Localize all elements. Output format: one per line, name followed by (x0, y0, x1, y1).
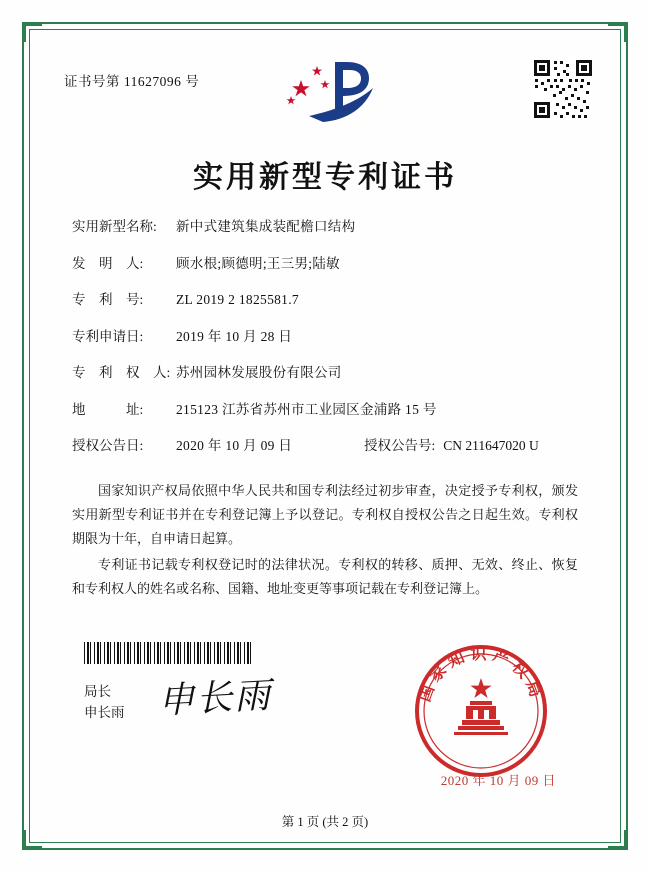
svg-text:国家知识产权局: 国家知识产权局 (416, 646, 546, 705)
field-label: 专利申请日: (72, 328, 144, 344)
field-inventors (72, 255, 580, 273)
field-label: 发 明 人: (72, 255, 144, 271)
director-name: 申长雨 (84, 704, 125, 720)
certificate-header (48, 46, 602, 138)
field-value: 新中式建筑集成装配檐口结构 (176, 219, 356, 234)
legal-text (48, 479, 602, 601)
field-utility-model-name (72, 218, 580, 236)
corner-ornament-top-left (22, 22, 42, 42)
field-value: 苏州园林发展股份有限公司 (176, 365, 342, 381)
cnipa-logo-icon (265, 52, 385, 132)
seal-date: 2020 年 10 月 09 日 (440, 773, 556, 788)
field-application-date (72, 328, 580, 346)
qr-code (532, 58, 594, 120)
field-label: 地 址: (72, 401, 144, 417)
field-value: 215123 江苏省苏州市工业园区金浦路 15 号 (176, 401, 437, 417)
field-label: 专 利 权 人: (72, 365, 171, 381)
page-number: 第 1 页 (共 2 页) (281, 815, 369, 829)
field-label-grant-date: 授权公告日: (72, 438, 144, 454)
corner-ornament-bottom-right (608, 830, 628, 850)
director-title: 局长 (84, 684, 111, 699)
handwritten-signature: 申长雨 (157, 675, 274, 721)
field-label: 实用新型名称: (72, 219, 157, 234)
field-label: 专 利 号: (72, 292, 144, 308)
corner-ornament-bottom-left (22, 830, 42, 850)
official-seal (412, 642, 550, 780)
legal-paragraph-2: 专利证书记载专利权登记时的法律状况。专利权的转移、质押、无效、终止、恢复和专利权人的姓名或名称、国籍、地址变更等事项记载在专利登记簿上。 (72, 556, 578, 597)
certificate-content (48, 46, 602, 832)
field-value-grant-number: CN 211647020 U (443, 438, 539, 454)
director-signature-block (84, 682, 125, 724)
field-patentee (72, 364, 580, 382)
page-title: 实用新型专利证书 (193, 161, 457, 194)
field-grant-announcement (72, 437, 580, 455)
field-label-grant-number: 授权公告号: (364, 438, 436, 454)
legal-paragraph-1: 国家知识产权局依照中华人民共和国专利法经过初步审查，决定授予专利权，颁发实用新型专利证书并在专利登记簿上予以登记。专利权自授权公告之日起生效。专利权期限为十年，自申请日起算。 (72, 482, 578, 546)
field-value: ZL 2019 2 1825581.7 (176, 292, 299, 308)
field-value: 2019 年 10 月 28 日 (176, 328, 293, 344)
corner-ornament-top-right (608, 22, 628, 42)
fields-list (48, 218, 602, 455)
field-address (72, 401, 580, 419)
barcode (84, 642, 254, 664)
field-value-grant-date: 2020 年 10 月 09 日 (176, 438, 293, 454)
certificate-number: 证书号第 11627096 号 (64, 74, 200, 89)
certificate-footer (48, 632, 602, 832)
field-value: 顾水根;顾德明;王三男;陆敏 (176, 255, 340, 271)
field-patent-number (72, 291, 580, 309)
